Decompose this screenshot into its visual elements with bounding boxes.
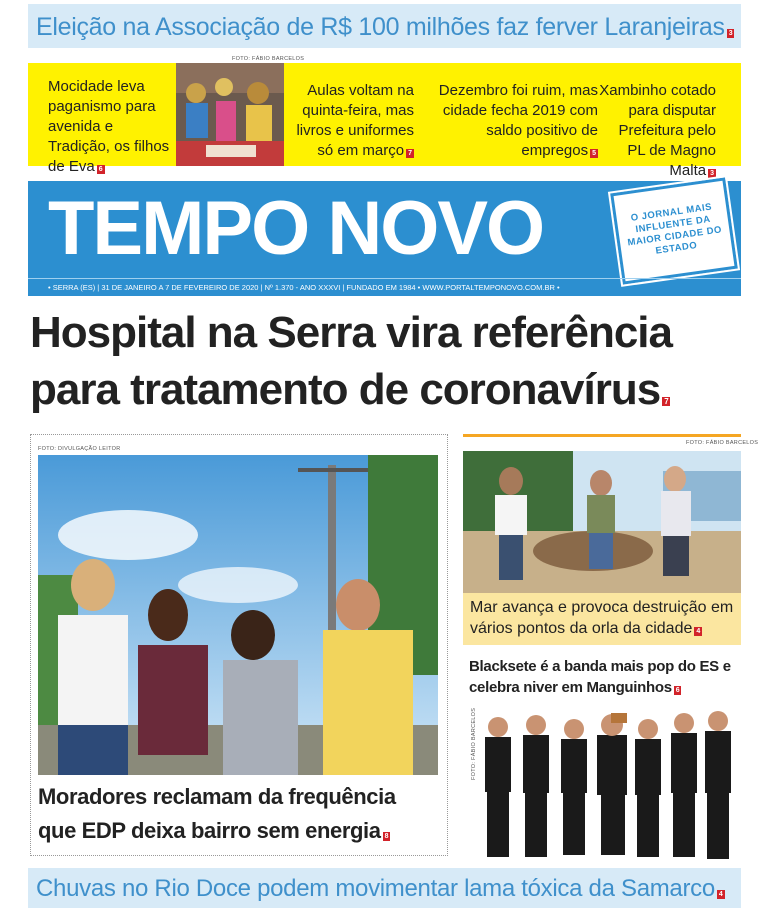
band-photo — [463, 705, 741, 867]
top-banner-headline: Eleição na Associação de R$ 100 milhões faz ferver Laranjeiras 3 — [36, 13, 733, 41]
band-headline[interactable]: Blacksete é a banda mais pop do ES e celebra niver em Manguinhos 6 — [469, 658, 731, 696]
slogan-badge: O JORNAL MAIS INFLUENTE DA MAIOR CIDADE DO ESTADO — [610, 177, 738, 284]
teaser-school[interactable]: Aulas voltam na quinta-feira, mas livros e uniformes só em março 7 — [296, 82, 414, 159]
carnival-photo — [176, 63, 284, 166]
masthead — [28, 181, 741, 296]
residents-photo — [38, 455, 438, 775]
page-ref: 4 — [718, 891, 723, 898]
page-ref: 7 — [664, 397, 668, 406]
sea-erosion-caption[interactable]: Mar avança e provoca destruição em vários pontos da orla da cidade 4 — [463, 593, 741, 645]
teaser-carnival[interactable]: Mocidade leva paganismo para avenida e Tradição, os filhos de Eva 6 — [48, 78, 170, 175]
teaser-politics[interactable]: Xambinho cotado para disputar Prefeitura pelo PL de Magno Malta 3 — [599, 82, 716, 179]
page-ref: 5 — [592, 150, 596, 157]
top-banner[interactable] — [28, 4, 741, 48]
photo-credit: FOTO: FÁBIO BARCELOS — [471, 707, 477, 780]
page-ref: 6 — [98, 166, 103, 173]
newspaper-logo[interactable]: TEMPO NOVO — [48, 186, 544, 271]
page-ref: 3 — [728, 30, 733, 37]
page-ref: 3 — [710, 170, 714, 177]
section-rule — [463, 434, 741, 437]
page-ref: 4 — [696, 628, 701, 635]
photo-credit: FOTO: FÁBIO BARCELOS — [686, 440, 759, 446]
beach-erosion-photo — [463, 451, 741, 593]
photo-credit: FOTO: DIVULGAÇÃO LEITOR — [38, 446, 121, 452]
photo-credit: FOTO: FÁBIO BARCELOS — [232, 56, 305, 62]
page-ref: 6 — [675, 687, 680, 694]
teaser-jobs[interactable]: Dezembro foi ruim, mas cidade fecha 2019 com saldo positivo de empregos 5 — [438, 82, 598, 159]
page-ref: 8 — [384, 833, 389, 840]
teaser-bar — [28, 56, 741, 179]
left-story-headline[interactable]: Moradores reclamam da frequência que EDP deixa bairro sem energia 8 — [38, 784, 396, 843]
page-ref: 7 — [408, 150, 412, 157]
bottom-banner[interactable] — [28, 868, 741, 908]
edition-info: • SERRA (ES) | 31 DE JANEIRO A 7 DE FEVEREIRO DE 2020 | Nº 1.370 - ANO XXXVI | FUNDADO EM 1984 • WWW.PORTALTEMPONOVO.COM.BR • — [28, 278, 741, 297]
bottom-banner-headline: Chuvas no Rio Doce podem movimentar lama tóxica da Samarco 4 — [36, 875, 723, 902]
main-headline[interactable]: Hospital na Serra vira referência para tratamento de coronavírus 7 — [30, 308, 672, 414]
